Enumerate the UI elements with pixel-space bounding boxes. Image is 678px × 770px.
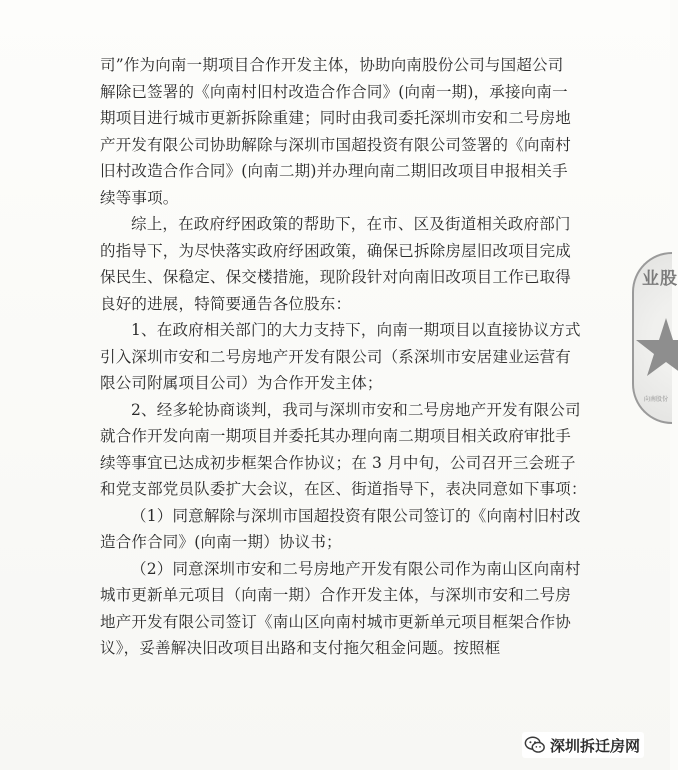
text-line: 城市更新单元项目（向南一期）合作开发主体，与深圳市安和二号房 bbox=[100, 586, 572, 604]
text-line: 续等事宜已达成初步框架合作协议；在 3 月中旬，公司召开三会班子 bbox=[100, 453, 576, 472]
text-line: 造合作合同》(向南一期）协议书； bbox=[100, 533, 342, 551]
text-line: 限公司附属项目公司）为合作开发主体； bbox=[100, 374, 383, 392]
text-line: 旧村改造合作合同》(向南二期)并办理向南二期旧改项目申报相关手 bbox=[100, 162, 568, 180]
text-line: 地产开发有限公司签订《南山区向南村城市更新单元项目框架合作协 bbox=[100, 612, 572, 631]
source-watermark bbox=[522, 732, 644, 758]
text-line: 引入深圳市安和二号房地产开发有限公司（系深圳市安居建业运营有 bbox=[100, 347, 572, 366]
seal-small-text: 向南股份 bbox=[644, 396, 669, 403]
text-line: 司”作为向南一期项目合作开发主体，协助向南股份公司与国超公司 bbox=[100, 56, 564, 74]
company-seal bbox=[632, 252, 678, 424]
text-line: 保民生、保稳定、保交楼措施，现阶段针对向南旧改项目工作已取得 bbox=[100, 268, 572, 286]
text-line: （1）同意解除与深圳市国超投资有限公司签订的《向南村旧村改 bbox=[131, 506, 581, 525]
text-line: 和党支部党员队委扩大会议，在区、街道指导下，表决同意如下事项： bbox=[100, 480, 587, 498]
text-line: 续等事项。 bbox=[100, 188, 179, 207]
text-line: 2、经多轮协商谈判，我司与深圳市安和二号房地产开发有限公司 bbox=[131, 400, 581, 419]
watermark-text: 深圳拆迁房网 bbox=[550, 736, 641, 755]
text-line: （2）同意深圳市安和二号房地产开发有限公司作为南山区向南村 bbox=[131, 559, 581, 578]
seal-text: 业股 bbox=[642, 269, 678, 289]
text-line: 解除已签署的《向南村旧村改造合作合同》(向南一期)，承接向南一 bbox=[100, 82, 568, 101]
wechat-icon bbox=[524, 734, 546, 756]
text-line: 就合作开发向南一期项目并委托其办理向南二期项目相关政府审批手 bbox=[100, 427, 572, 445]
text-line: 的指导下，为尽快落实政府纾困政策，确保已拆除房屋旧改项目完成 bbox=[100, 241, 572, 260]
text-line: 1、在政府相关部门的大力支持下，向南一期项目以直接协议方式 bbox=[131, 321, 581, 339]
text-line: 产开发有限公司协助解除与深圳市国超投资有限公司签署的《向南村 bbox=[100, 135, 572, 154]
text-line: 期项目进行城市更新拆除重建；同时由我司委托深圳市安和二号房地 bbox=[100, 109, 572, 127]
text-line: 综上，在政府纾困政策的帮助下，在市、区及街道相关政府部门 bbox=[131, 215, 571, 233]
seal-star-icon bbox=[638, 314, 678, 384]
document-body bbox=[100, 52, 620, 662]
text-line: 良好的进展，特简要通告各位股东： bbox=[100, 294, 352, 313]
text-line: 议》，妥善解决旧改项目出路和支付拖欠租金问题。按照框 bbox=[100, 639, 501, 657]
